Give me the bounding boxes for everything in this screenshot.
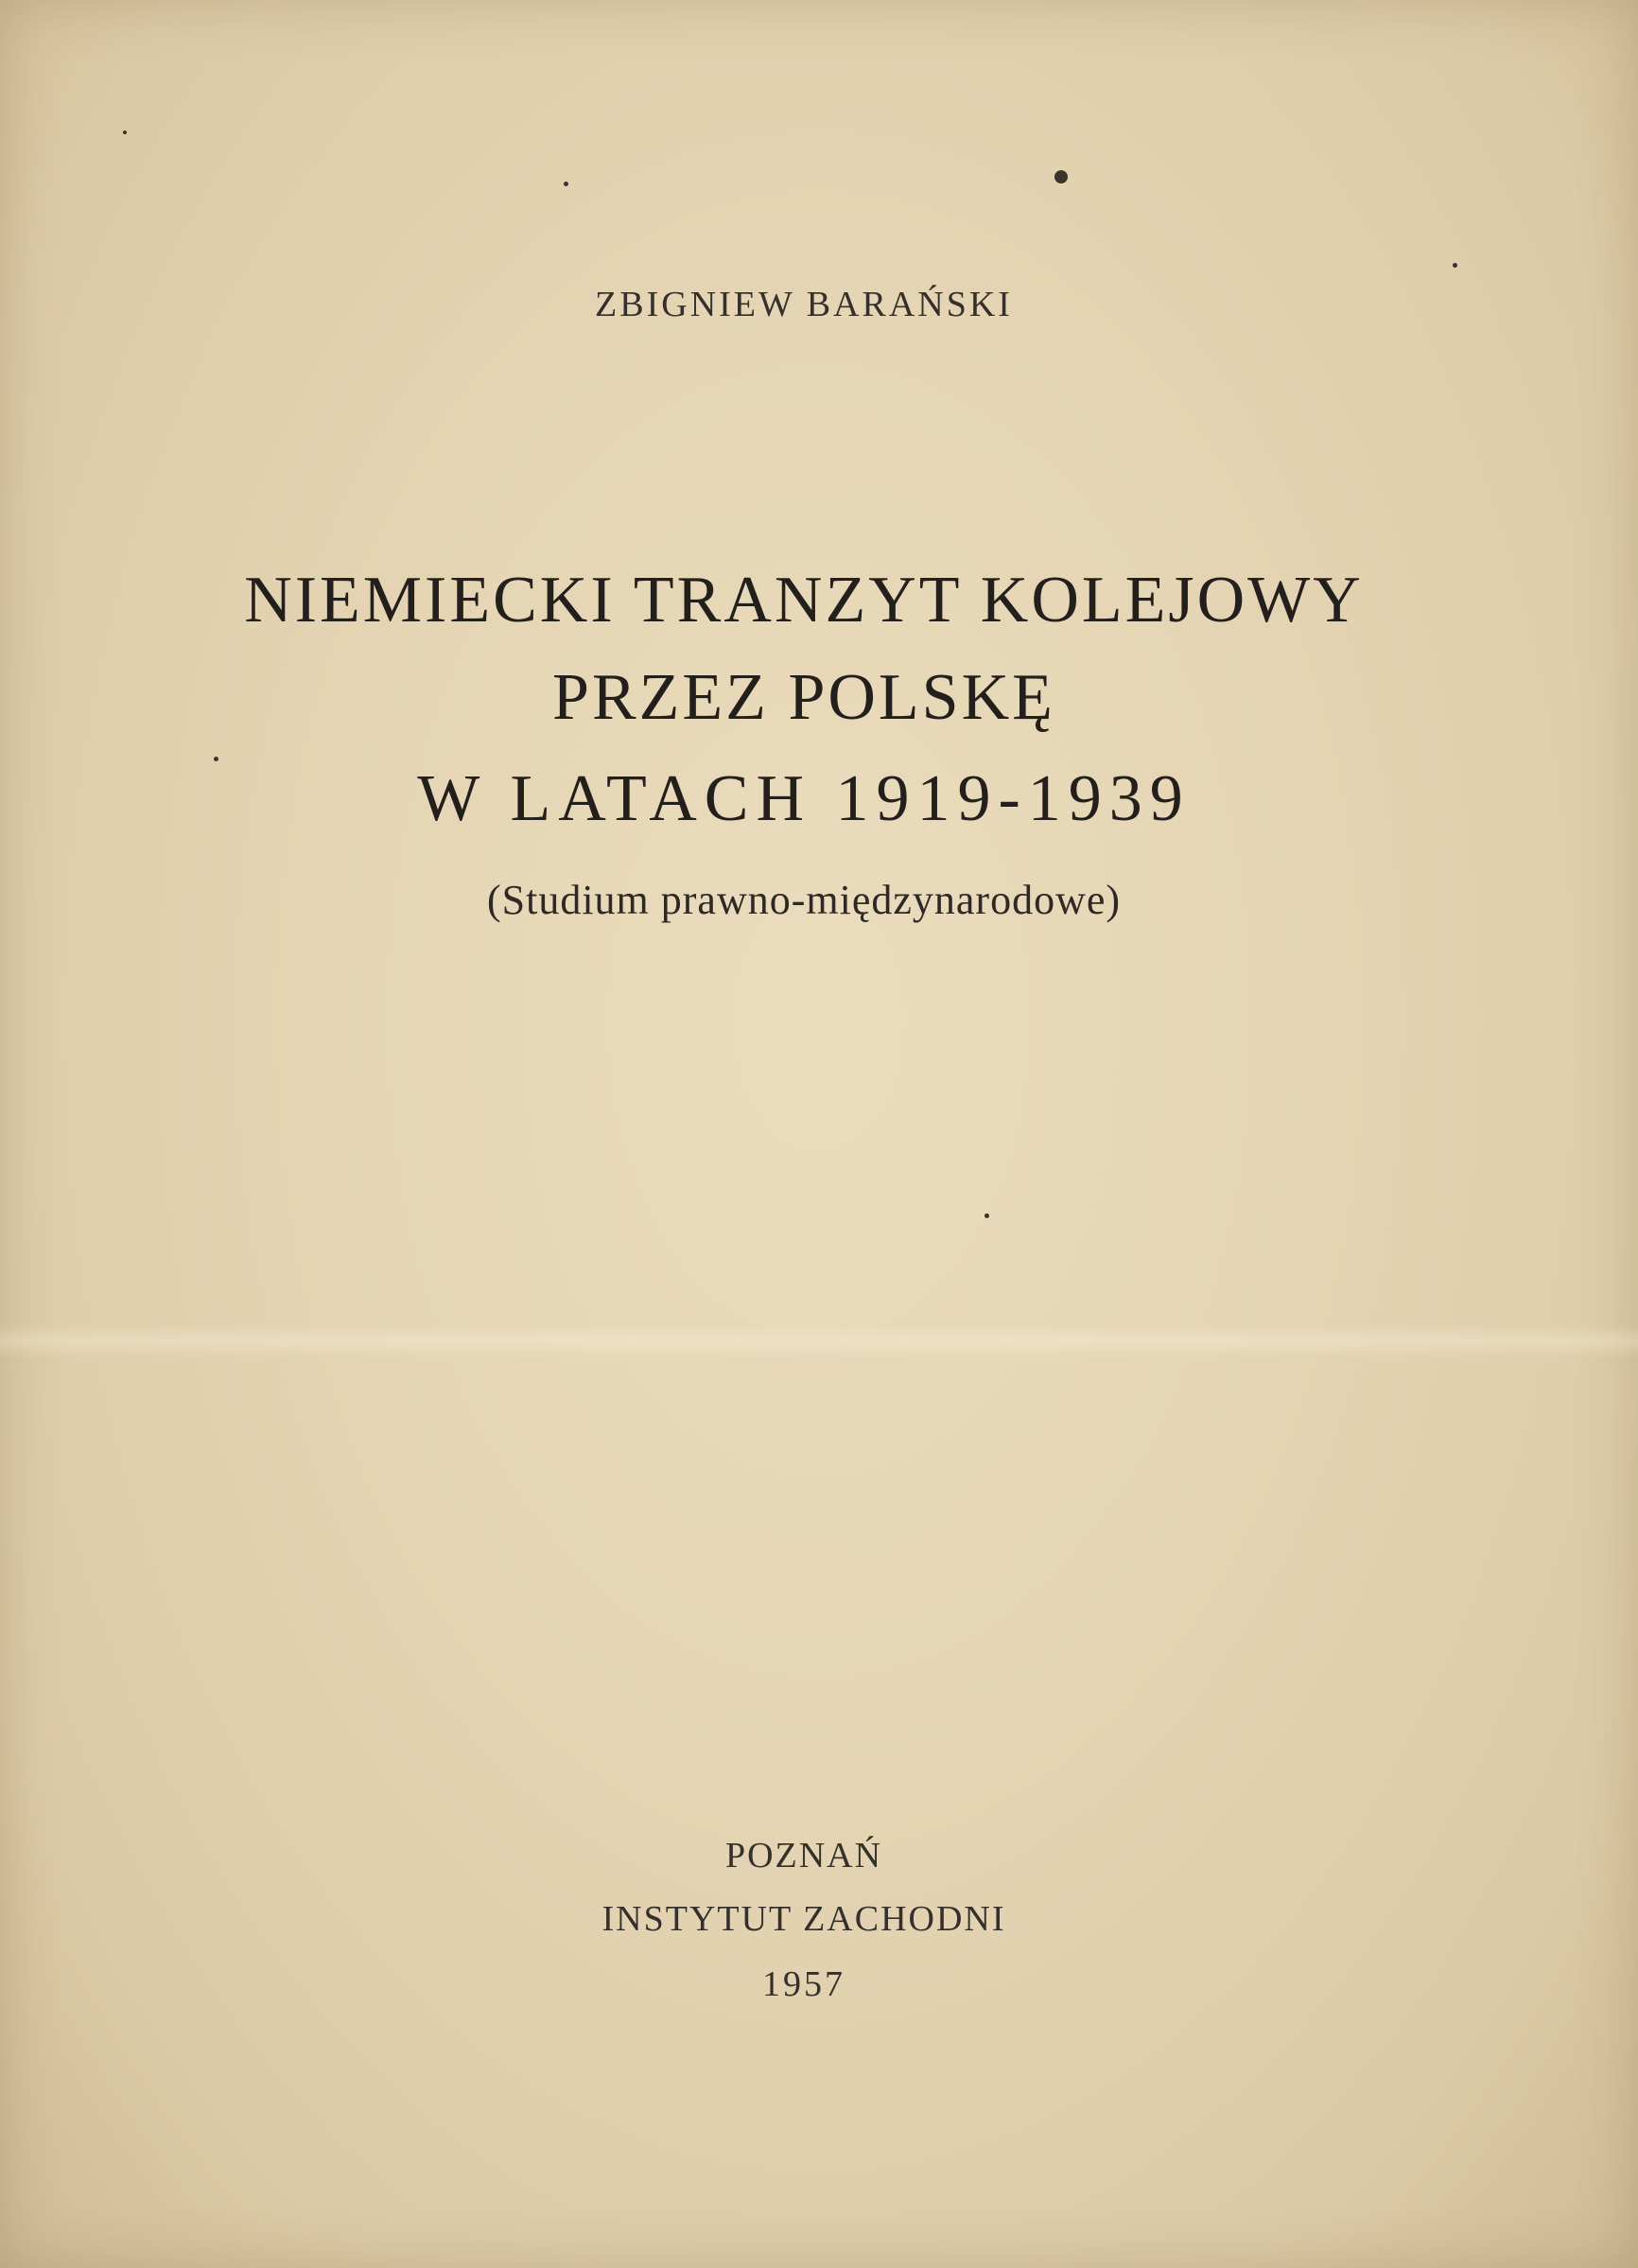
title-line-2: PRZEZ POLSKĘ xyxy=(552,661,1055,734)
subtitle: (Studium prawno-międzynarodowe) xyxy=(486,877,1122,923)
imprint-city: POZNAŃ xyxy=(724,1836,883,1875)
ink-speck xyxy=(1054,170,1068,183)
ink-speck xyxy=(564,182,568,186)
imprint-publisher: INSTYTUT ZACHODNI xyxy=(601,1899,1006,1939)
author-name: ZBIGNIEW BARAŃSKI xyxy=(595,285,1013,324)
paper-fold xyxy=(0,1324,1638,1358)
ink-speck xyxy=(985,1213,989,1218)
imprint-year: 1957 xyxy=(762,1964,845,2004)
title-line-1: NIEMIECKI TRANZYT KOLEJOWY xyxy=(244,564,1364,637)
title-line-3: W LATACH 1919-1939 xyxy=(417,762,1191,835)
ink-speck xyxy=(123,131,127,134)
ink-speck xyxy=(1453,263,1457,268)
